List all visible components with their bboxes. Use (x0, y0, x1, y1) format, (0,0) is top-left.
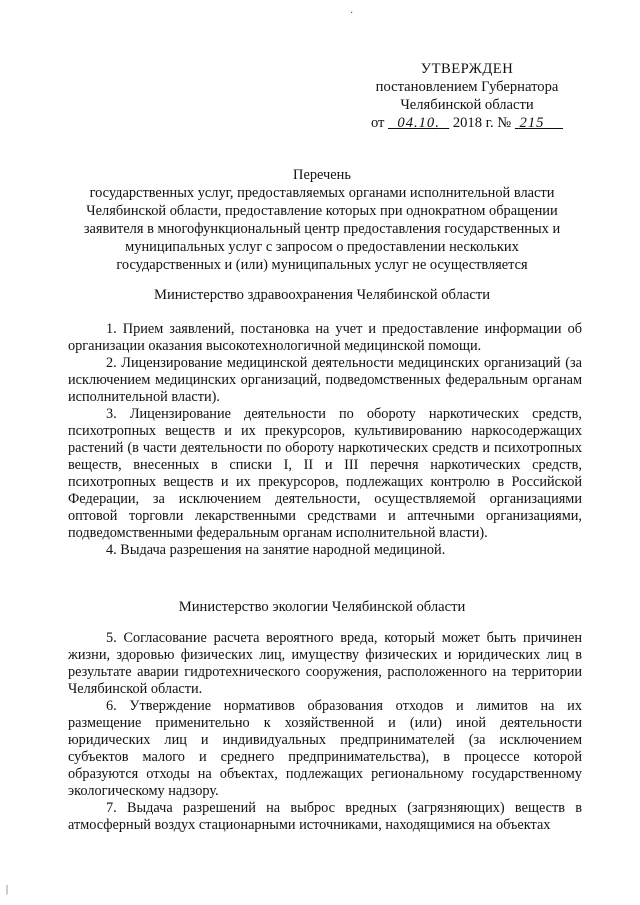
approval-line-1: постановлением Губернатора (375, 79, 559, 95)
number-handwritten: 215 (519, 115, 545, 131)
date-prefix: от (370, 115, 385, 131)
ecology-items (68, 630, 582, 834)
list-item: 5. Согласование расчета вероятного вреда, который может быть причинен жизни, здоровью физических лиц, имуществу физических и юридических лиц в результате аварии гидротехнического сооружения, расположенного на территории Челябинской области. (68, 630, 582, 697)
list-item: 3. Лицензирование деятельности по обороту наркотических средств, психотропных веществ и их прекурсоров, культивированию наркосодержащих растений (в части деятельности по обороту наркотических средств и психотропных веществ, внесенных в списки I, II и III перечня наркотических средств, психотропных веществ и их прекурсоров, подлежащих контролю в Российской Федерации, за исключением деятельности, осуществляемой организациями оптовой торговли лекарственными средствами и аптечными организациями, подведомственными федеральным органам исполнительной власти). (68, 406, 582, 541)
title-line-3: Челябинской области, предоставление которых при однократном обращении (86, 203, 558, 219)
list-item: 2. Лицензирование медицинской деятельности медицинских организаций (за исключением медицинских организаций, подведомственных федеральным органам исполнительной власти). (68, 355, 582, 405)
approval-stamp (352, 60, 582, 132)
scan-edge-mark: | (6, 884, 9, 895)
list-item: 6. Утверждение нормативов образования отходов и лимитов на их размещение применительно к хозяйственной и (или) иной деятельности юридических лиц и индивидуальных предпринимателей (за исключением субъектов малого и среднего предпринимательства), в процессе которой образуются отходы на объектах, подлежащих региональному государственному экологическому надзору. (68, 698, 582, 799)
section-heading-health: Министерство здравоохранения Челябинской области (153, 287, 491, 303)
title-line-4: заявителя в многофункциональный центр предоставления государственных и (83, 221, 561, 237)
date-year: 2018 г. № (452, 115, 512, 131)
document-title (62, 166, 582, 274)
list-item: 4. Выдача разрешения на занятие народной медициной. (106, 542, 446, 558)
list-item: 7. Выдача разрешений на выброс вредных (загрязняющих) веществ в атмосферный воздух стационарными источниками, находящимися на объектах (68, 800, 582, 833)
approval-heading: УТВЕРЖДЕН (420, 61, 514, 77)
scan-dot: · (350, 8, 354, 19)
health-items (68, 321, 582, 559)
date-handwritten: 04.10. (397, 115, 440, 131)
title-line-6: государственных и (или) муниципальных услуг не осуществляется (116, 257, 528, 273)
list-item: 1. Прием заявлений, постановка на учет и предоставление информации об организации оказания высокотехнологичной медицинской помощи. (68, 321, 582, 354)
section-heading-ecology: Министерство экологии Челябинской области (178, 599, 466, 615)
approval-date-line (352, 114, 582, 132)
approval-line-2: Челябинской области (400, 97, 534, 113)
title-line-1: Перечень (293, 167, 351, 183)
title-line-2: государственных услуг, предоставляемых органами исполнительной власти (89, 185, 555, 201)
title-line-5: муниципальных услуг с запросом о предоставлении нескольких (125, 239, 519, 255)
